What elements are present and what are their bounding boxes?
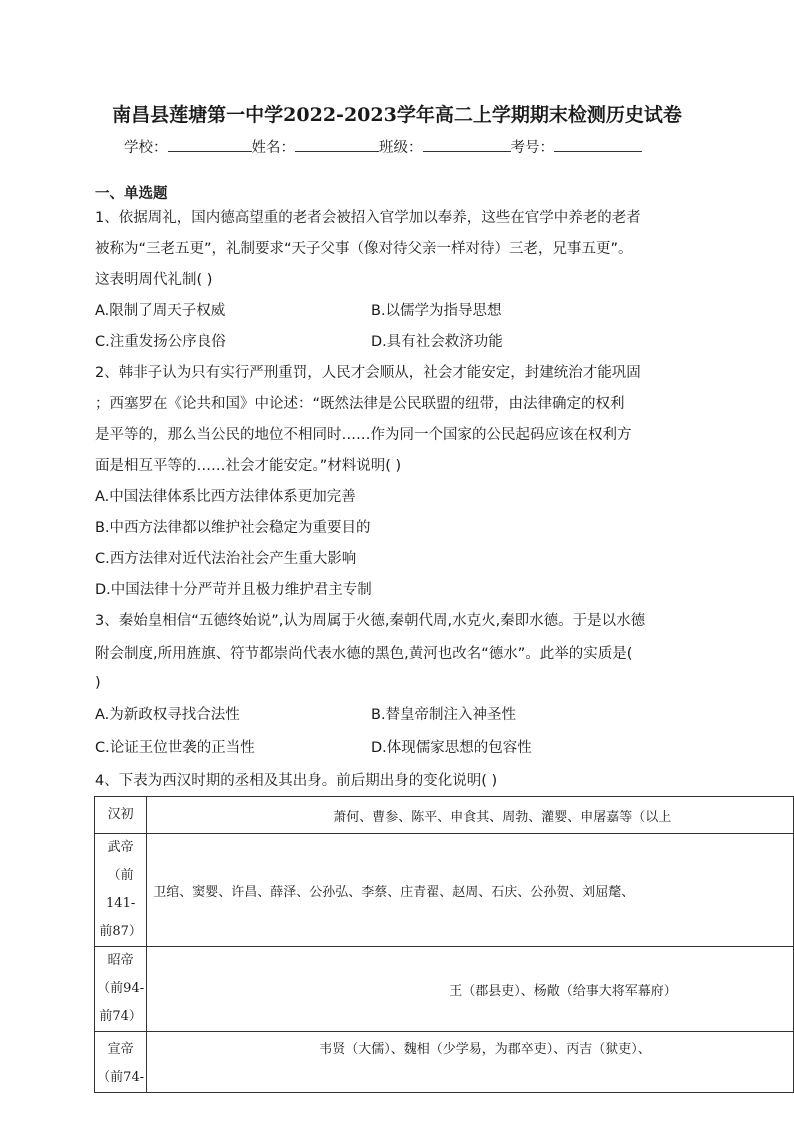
names-cell: 王（郡县吏）、杨敞（给事大将军幕府） xyxy=(147,947,794,1032)
era-text: 昭帝（前94- xyxy=(97,953,145,996)
q2-line-4: 面是相互平等的……社会才能安定。”材料说明( ) xyxy=(95,458,402,474)
q1-line-3: 这表明周代礼制( ) xyxy=(95,272,213,288)
student-info-row xyxy=(124,136,642,157)
era-cell xyxy=(95,797,147,834)
q3-option-d[interactable]: D.体现儒家思想的包容性 xyxy=(371,740,532,756)
q1-option-a[interactable]: A.限制了周天子权威 xyxy=(95,303,226,319)
q2-option-d[interactable]: D.中国法律十分严苛并且极力维护君主专制 xyxy=(95,582,372,598)
names-cell: 韦贤（大儒）、魏相（少学易，为郡卒吏）、丙吉（狱吏）、 xyxy=(147,1032,794,1093)
q2-line-2: ；西塞罗在《论共和国》中论述：“既然法律是公民联盟的纽带，由法律确定的权利 xyxy=(95,396,625,412)
q2-option-a[interactable]: A.中国法律体系比西方法律体系更加完善 xyxy=(95,489,356,505)
era-text: 宣帝（前74- xyxy=(97,1042,145,1085)
names-cell: 卫绾、窦婴、许昌、薛泽、公孙弘、李蔡、庄青翟、赵周、石庆、公孙贺、刘屈氂、 xyxy=(147,834,794,947)
q1-option-d[interactable]: D.具有社会救济功能 xyxy=(371,334,503,350)
q3-line-2: 附会制度,所用旌旗、符节都崇尚代表水德的黑色,黄河也改名“德水”。此举的实质是( xyxy=(95,646,633,662)
number-label: 考号： xyxy=(510,140,554,156)
q4-line-1: 4、下表为西汉时期的丞相及其出身。前后期出身的变化说明( ) xyxy=(95,773,498,789)
q1-line-2: 被称为“三老五更”，礼制要求“天子父事（像对待父亲一样对待）三老，兄事五更”。 xyxy=(95,241,633,257)
q1-line-1: 1、依据周礼，国内德高望重的老者会被招入官学加以奉养，这些在官学中养老的老者 xyxy=(95,210,641,226)
table-row xyxy=(95,797,794,834)
q2-line-3: 是平等的，那么当公民的地位不相同时……作为同一个国家的公民起码应该在权利方 xyxy=(95,427,632,443)
era-cell xyxy=(95,834,147,947)
class-label: 班级： xyxy=(379,140,423,156)
page-title: 南昌县莲塘第一中学2022-2023学年高二上学期期末检测历史试卷 xyxy=(112,104,682,126)
school-blank[interactable] xyxy=(168,137,252,152)
class-blank[interactable] xyxy=(423,137,511,152)
names-cell: 萧何、曹参、陈平、申食其、周勃、灌婴、申屠嘉等（以上 xyxy=(147,797,794,834)
era-text: 前87） xyxy=(99,924,142,939)
era-cell xyxy=(95,1032,147,1093)
number-blank[interactable] xyxy=(554,137,642,152)
section-heading: 一、单选题 xyxy=(95,186,168,202)
era-text: 武帝（前141- xyxy=(106,840,136,911)
era-cell xyxy=(95,947,147,1032)
q3-line-3: ) xyxy=(95,675,101,691)
q2-line-1: 2、韩非子认为只有实行严刑重罚，人民才会顺从，社会才能安定，封建统治才能巩固 xyxy=(95,365,641,381)
table-row xyxy=(95,947,794,1032)
era-text: 汉初 xyxy=(107,807,134,822)
q1-option-c[interactable]: C.注重发扬公序良俗 xyxy=(95,334,226,350)
chancellor-table xyxy=(94,796,794,1093)
q1-option-b[interactable]: B.以儒学为指导思想 xyxy=(371,303,502,319)
q2-option-b[interactable]: B.中西方法律都以维护社会稳定为重要目的 xyxy=(95,520,371,536)
name-label: 姓名： xyxy=(251,140,295,156)
table-row xyxy=(95,1032,794,1093)
q3-line-1: 3、秦始皇相信“五德终始说”,认为周属于火德,秦朝代周,水克火,秦即水德。于是以水德 xyxy=(95,613,646,629)
school-label: 学校： xyxy=(124,140,168,156)
era-text: 前74） xyxy=(99,1009,142,1024)
q2-option-c[interactable]: C.西方法律对近代法治社会产生重大影响 xyxy=(95,551,357,567)
name-blank[interactable] xyxy=(295,137,379,152)
table-row xyxy=(95,834,794,947)
q3-option-b[interactable]: B.替皇帝制注入神圣性 xyxy=(371,707,517,723)
q3-option-a[interactable]: A.为新政权寻找合法性 xyxy=(95,707,240,723)
q3-option-c[interactable]: C.论证王位世袭的正当性 xyxy=(95,740,255,756)
